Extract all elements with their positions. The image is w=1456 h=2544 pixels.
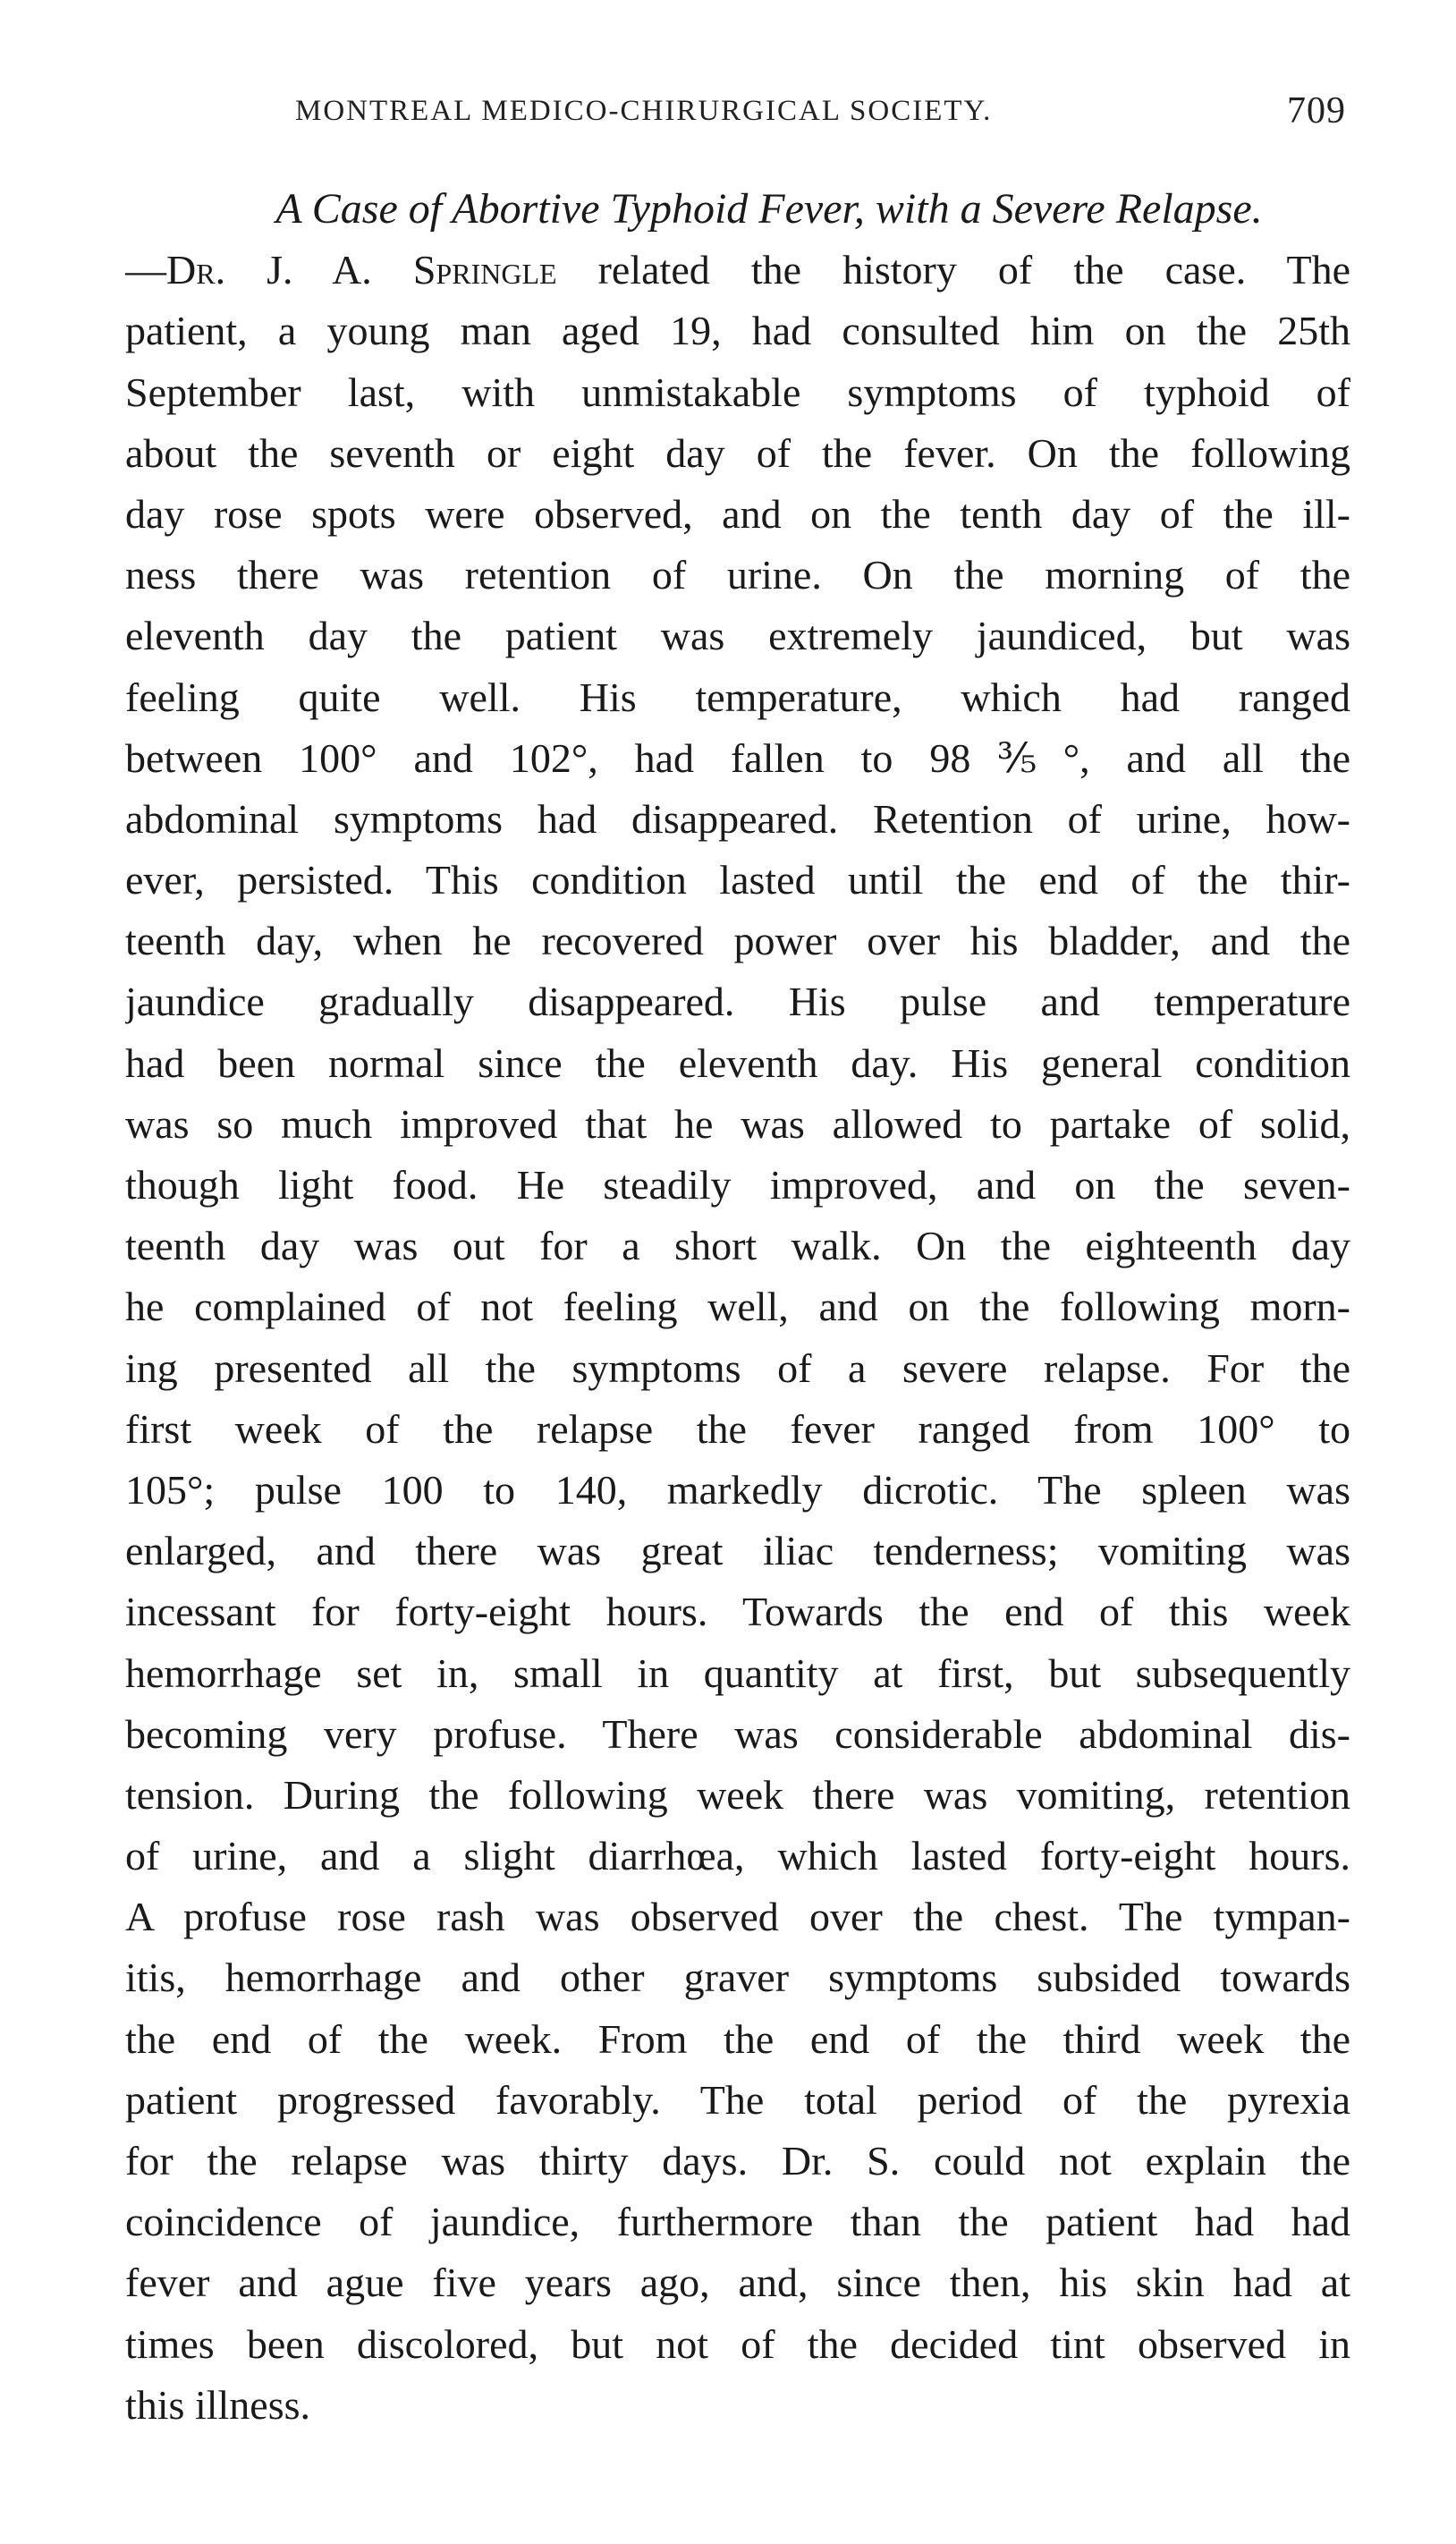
text-line-11: ever, persisted. This condition lasted until the end of the thir- — [125, 857, 1350, 903]
text-line-30: the end of the week. From the end of the third week the — [125, 2015, 1350, 2062]
paragraph-lines — [125, 301, 1350, 2436]
text-line-33: coincidence of jaundice, furthermore than the patient had had — [125, 2199, 1350, 2245]
article-body — [125, 179, 1350, 2436]
text-line-5: day rose spots were observed, and on the tenth day of the ill- — [125, 490, 1350, 537]
text-line-8: feeling quite well. His temperature, which had ranged — [125, 674, 1350, 720]
text-line-18: he complained of not feeling well, and on the following morn- — [125, 1284, 1350, 1330]
text-line-34: fever and ague five years ago, and, since then, his skin had at — [125, 2260, 1350, 2306]
text-line-25: becoming very profuse. There was considerable abdominal dis- — [125, 1710, 1350, 1757]
text-line-3: September last, with unmistakable symptoms of typhoid of — [125, 369, 1350, 415]
text-line-28: A profuse rose rash was observed over the chest. The tympan- — [125, 1894, 1350, 1940]
text-line-32: for the relapse was thirty days. Dr. S. could not explain the — [125, 2138, 1350, 2184]
author-name: Dr. J. A. Springle — [166, 247, 557, 293]
page-number: 709 — [1287, 90, 1346, 131]
text-line-24: hemorrhage set in, small in quantity at first, but subsequently — [125, 1649, 1350, 1696]
text-line-12: teenth day, when he recovered power over his bladder, and the — [125, 918, 1350, 964]
text-line-4: about the seventh or eight day of the fever. On the following — [125, 429, 1350, 476]
article-heading: A Case of Abortive Typhoid Fever, with a Severe Relapse. — [275, 185, 1263, 233]
text-line-1-rest: related the history of the case. The — [556, 247, 1350, 293]
text-line-22: enlarged, and there was great iliac tenderness; vomiting was — [125, 1528, 1350, 1574]
text-line-13: jaundice gradually disappeared. His pulse and temperature — [125, 979, 1350, 1025]
text-line-9: between 100° and 102°, had fallen to 98⅗°, and all the — [125, 734, 1350, 781]
running-title: MONTREAL MEDICO-CHIRURGICAL SOCIETY. — [295, 95, 993, 127]
text-line-21: 105°; pulse 100 to 140, markedly dicrotic. The spleen was — [125, 1466, 1350, 1513]
text-line-17: teenth day was out for a short walk. On the eighteenth day — [125, 1223, 1350, 1269]
text-line-20: first week of the relapse the fever ranged from 100° to — [125, 1405, 1350, 1452]
text-line-36: this illness. — [125, 2381, 311, 2428]
byline-dash: — — [125, 247, 166, 293]
text-line-19: ing presented all the symptoms of a severe relapse. For the — [125, 1344, 1350, 1391]
text-line-16: though light food. He steadily improved, and on the seven- — [125, 1162, 1350, 1208]
text-line-2: patient, a young man aged 19, had consulted him on the 25th — [125, 308, 1350, 354]
text-line-1 — [125, 240, 1350, 301]
text-line-27: of urine, and a slight diarrhœa, which lasted forty-eight hours. — [125, 1833, 1350, 1879]
text-line-29: itis, hemorrhage and other graver symptoms subsided towards — [125, 1955, 1350, 2001]
running-head — [295, 89, 1346, 143]
text-line-7: eleventh day the patient was extremely jaundiced, but was — [125, 613, 1350, 659]
text-line-15: was so much improved that he was allowed to partake of solid, — [125, 1100, 1350, 1147]
text-line-23: incessant for forty-eight hours. Towards the end of this week — [125, 1589, 1350, 1635]
text-line-14: had been normal since the eleventh day. His general condition — [125, 1039, 1350, 1086]
text-line-35: times been discolored, but not of the decided tint observed in — [125, 2320, 1350, 2367]
text-line-10: abdominal symptoms had disappeared. Retention of urine, how- — [125, 795, 1350, 842]
text-line-26: tension. During the following week there was vomiting, retention — [125, 1771, 1350, 1818]
text-line-31: patient progressed favorably. The total period of the pyrexia — [125, 2076, 1350, 2123]
text-line-6: ness there was retention of urine. On the morning of the — [125, 552, 1350, 598]
